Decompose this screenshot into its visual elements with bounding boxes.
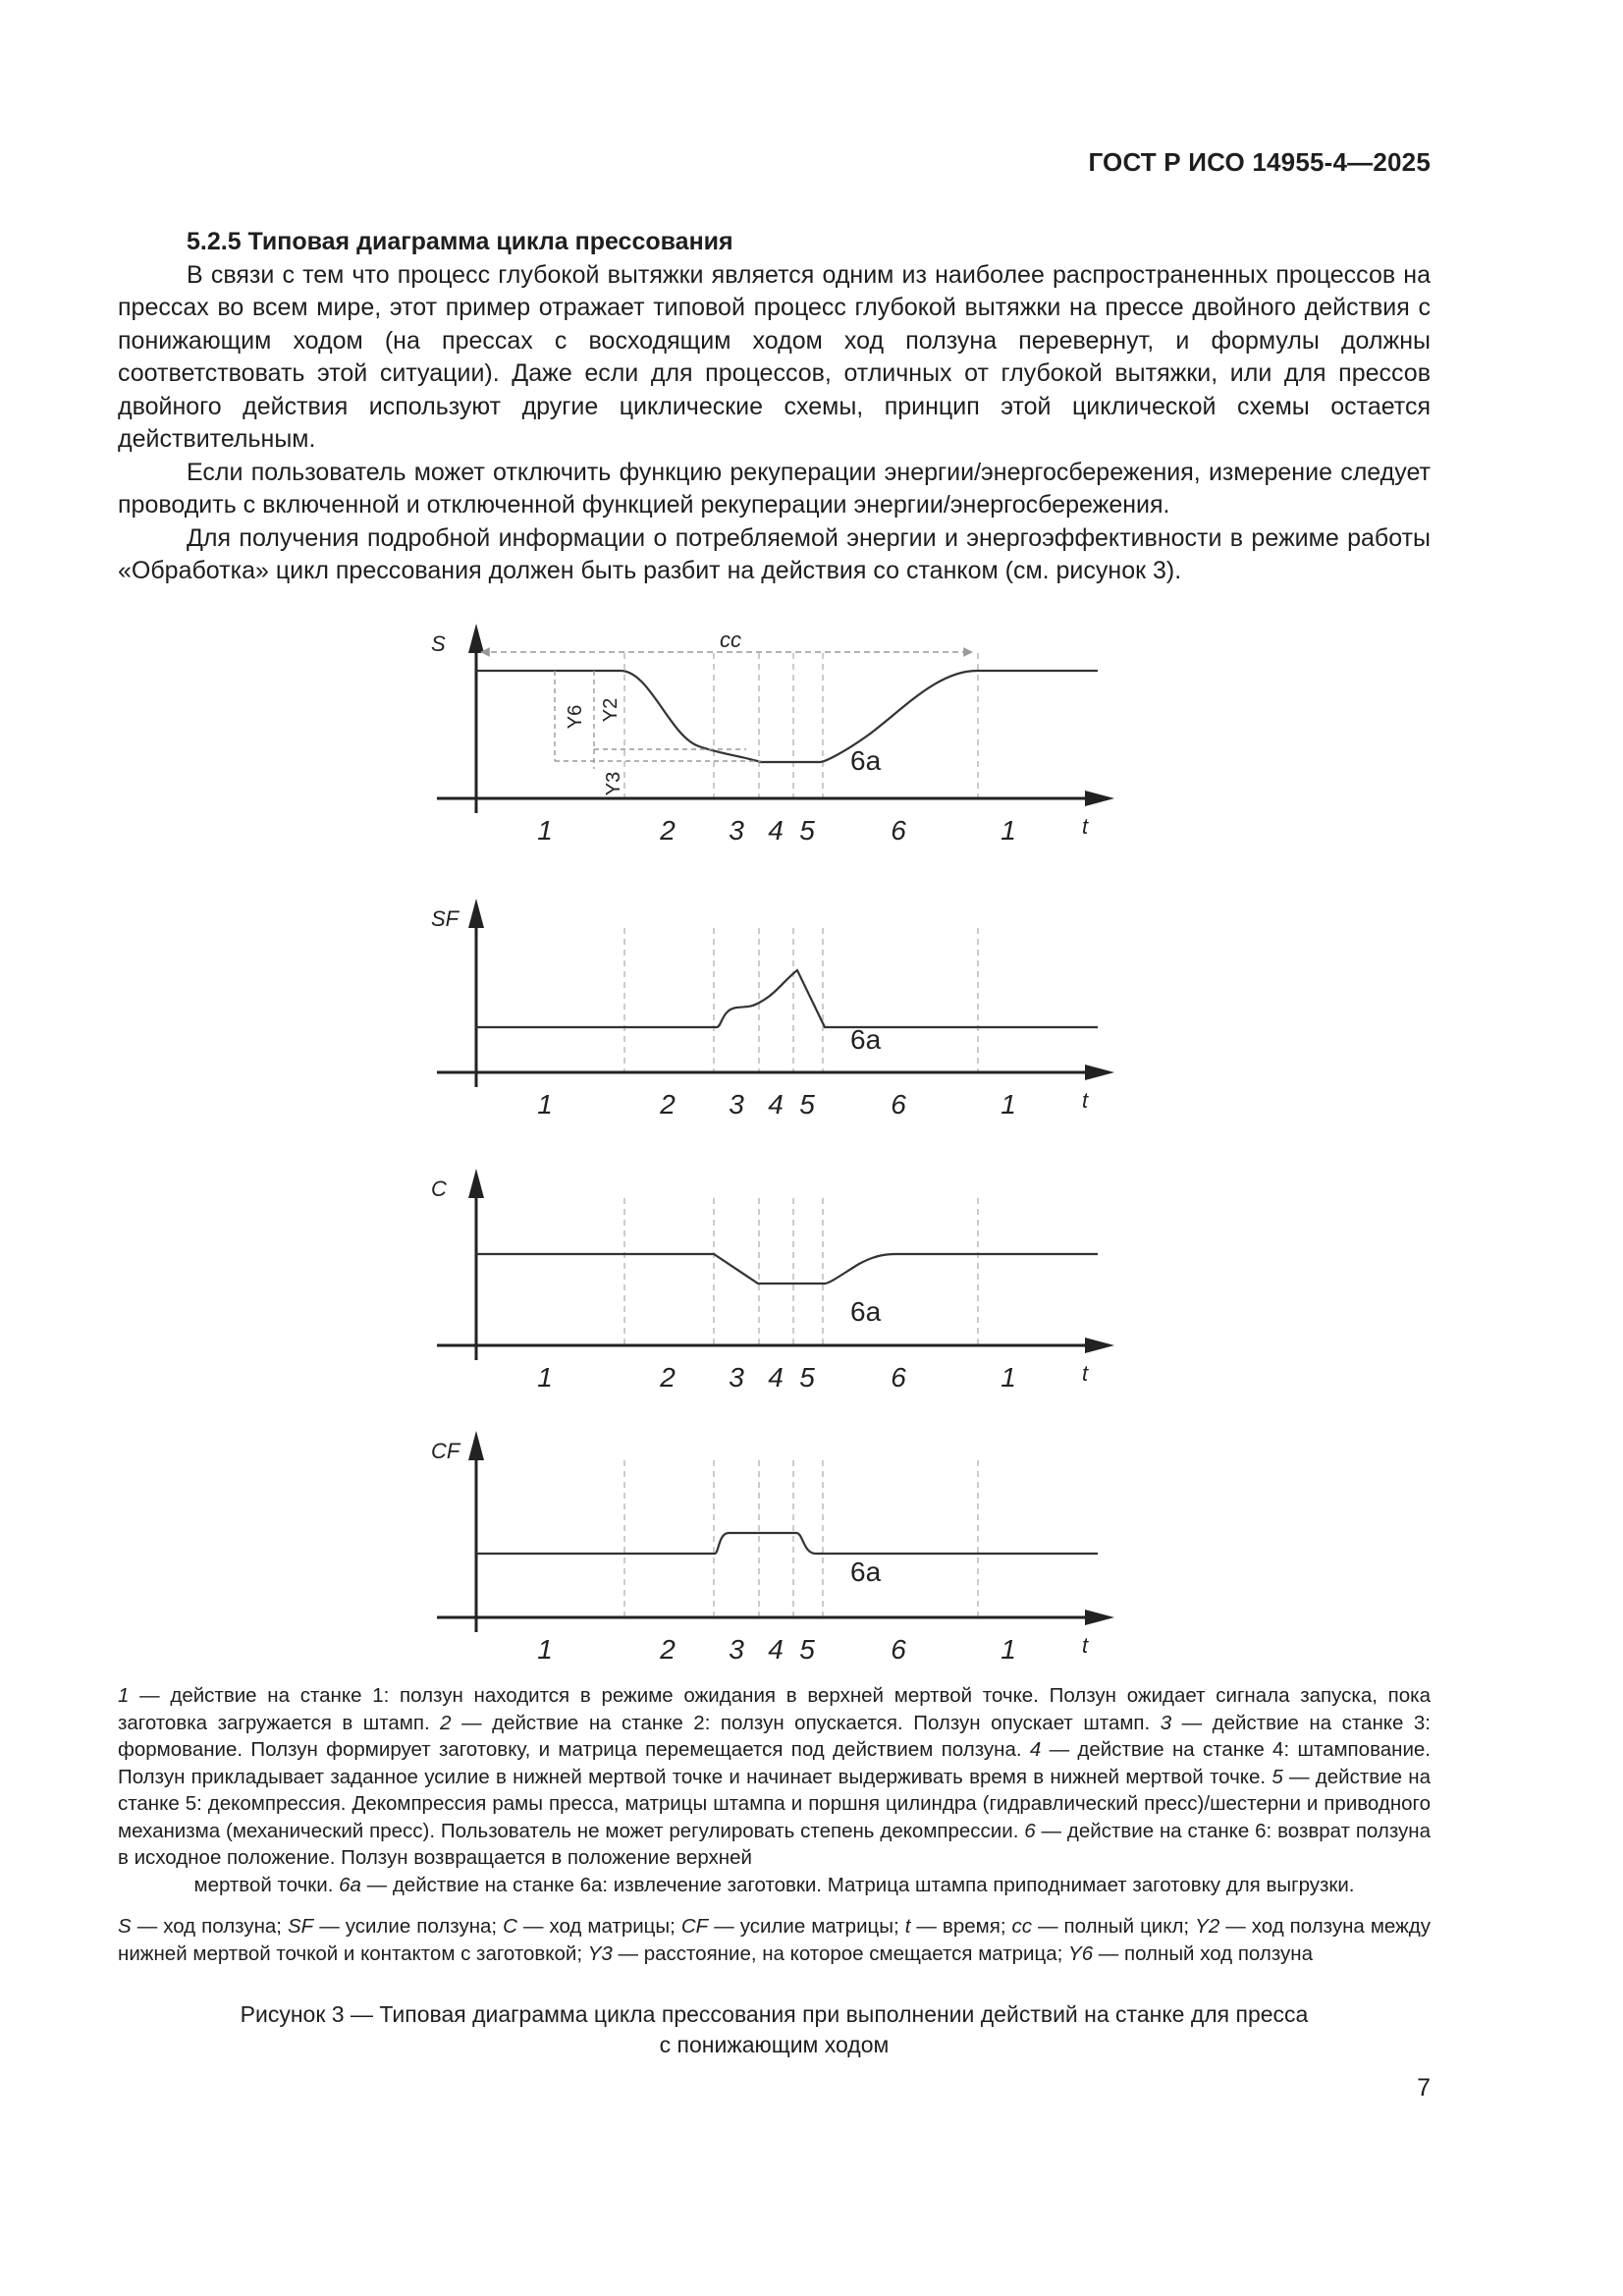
x-axis-arrowhead bbox=[1085, 1338, 1114, 1353]
section-5-2-5 bbox=[118, 226, 1431, 588]
legend-num: 1 bbox=[118, 1684, 130, 1707]
phase-label: 4 bbox=[768, 1362, 784, 1393]
abbreviations-legend bbox=[118, 1913, 1431, 1967]
paragraph-3: Для получения подробной информации о потребляемой энергии и энергоэффективности в режиме работы «Обработка» цикл прессования должен быть разбит на действия со станком (см. рисунок 3). bbox=[118, 523, 1431, 584]
paragraph-2: Если пользователь может отключить функцию рекуперации энергии/энергосбережения, измерение следует проводить с включенной и отключенной функцией рекуперации энергии/энергосбережения. bbox=[118, 458, 1431, 519]
abbr-text: — ход матрицы; bbox=[516, 1915, 681, 1938]
cc-label: cc bbox=[720, 628, 741, 652]
phase-label: 2 bbox=[660, 1362, 676, 1393]
y6-label: Y6 bbox=[565, 704, 586, 730]
phase-label: 1 bbox=[1001, 1634, 1016, 1665]
legend-last-line bbox=[118, 1872, 1431, 1899]
abbr-text: — полный ход ползуна bbox=[1093, 1941, 1313, 1965]
y-axis-label: CF bbox=[431, 1439, 460, 1463]
legend-text: — действие на станке 6а: извлечение заготовки. Матрица штампа приподнимает заготовку для выгрузки. bbox=[360, 1873, 1355, 1896]
abbr-symbol: CF bbox=[680, 1915, 709, 1938]
phase-label: 1 bbox=[537, 1089, 553, 1120]
action-6a-label: 6а bbox=[850, 1557, 882, 1587]
phase-label: 3 bbox=[729, 815, 744, 846]
phase-label: 5 bbox=[799, 1089, 815, 1120]
y-axis-arrowhead bbox=[468, 624, 484, 653]
phase-label: 2 bbox=[660, 815, 676, 846]
abbr-text: — ход ползуна; bbox=[131, 1915, 288, 1938]
phase-label: 1 bbox=[537, 1362, 553, 1393]
legend-num: 6 bbox=[1024, 1819, 1036, 1842]
abbr-symbol: C bbox=[503, 1915, 517, 1938]
abbr-text: — расстояние, на которое смещается матрица; bbox=[612, 1941, 1069, 1965]
legend-text: — действие на станке 1: ползун находится в режиме ожидания в верхней мертвой точке. Ползун ожидает сигнала запуска, пока заготовка загружается в штамп. bbox=[118, 1684, 1431, 1734]
abbr-symbol: SF bbox=[288, 1915, 314, 1938]
phase-label: 4 bbox=[768, 1089, 784, 1120]
abbr-symbol: cc bbox=[1011, 1915, 1033, 1938]
action-6a-label: 6а bbox=[850, 1024, 882, 1055]
phase-label: 6 bbox=[891, 1362, 906, 1393]
phase-label: 5 bbox=[799, 1634, 815, 1665]
legend-num: 4 bbox=[1029, 1738, 1042, 1761]
legend-num: 2 bbox=[440, 1711, 452, 1734]
legend-text: — действие на станке 4: штампование. Ползун прикладывает заданное усилие в нижней мертвой точке и начинает выдерживать время в нижней мертвой точке. bbox=[118, 1738, 1431, 1788]
legend-text: мертвой точки. bbox=[193, 1873, 340, 1896]
phase-label: 2 bbox=[660, 1634, 676, 1665]
t-axis-label: t bbox=[1082, 814, 1089, 839]
phase-label: 5 bbox=[799, 1362, 815, 1393]
y-axis-arrowhead bbox=[468, 899, 484, 928]
abbr-symbol: Y2 bbox=[1195, 1915, 1220, 1938]
caption-line-2: с понижающим ходом bbox=[659, 2032, 890, 2057]
phase-label: 1 bbox=[1001, 815, 1016, 846]
abbr-text: — усилие ползуна; bbox=[313, 1915, 504, 1938]
legend-text: — действие на станке 2: ползун опускается. Ползун опускает штамп. bbox=[451, 1711, 1161, 1734]
cycle-curve bbox=[476, 1533, 1098, 1554]
abbr-text: — полный цикл; bbox=[1032, 1915, 1196, 1938]
t-axis-label: t bbox=[1082, 1088, 1089, 1113]
abbr-symbol: S bbox=[118, 1915, 132, 1938]
t-axis-label: t bbox=[1082, 1361, 1089, 1386]
document-header: ГОСТ Р ИСО 14955-4—2025 bbox=[1088, 147, 1431, 177]
x-axis-arrowhead bbox=[1085, 1065, 1114, 1080]
action-6a-label: 6а bbox=[850, 745, 882, 776]
abbreviations-text bbox=[118, 1913, 1431, 1967]
cycle-curve bbox=[476, 1254, 1098, 1284]
y2-label: Y2 bbox=[600, 697, 622, 723]
phase-label: 4 bbox=[768, 1634, 784, 1665]
phase-label: 6 bbox=[891, 1089, 906, 1120]
section-title: 5.2.5 Типовая диаграмма цикла прессования bbox=[187, 228, 733, 255]
legend-num: 6а bbox=[339, 1873, 361, 1896]
legend-text: — действие на станке 5: декомпрессия. Декомпрессия рамы пресса, матрицы штампа и поршня цилиндра (гидравлический пресс)/шестерни и приводного механизма (механический пресс). Пользователь не может регулировать степень декомпрессии. bbox=[118, 1765, 1431, 1842]
abbr-symbol: t bbox=[904, 1915, 911, 1938]
caption-line-1: Рисунок 3 — Типовая диаграмма цикла прессования при выполнении действий на станке для пресса bbox=[240, 2001, 1309, 2027]
phase-label: 2 bbox=[660, 1089, 676, 1120]
paragraph-1: В связи с тем что процесс глубокой вытяжки является одним из наиболее распространенных процессов на прессах во всем мире, этот пример отражает типовой процесс глубокой вытяжки на прессе двойного действия с понижающим ходом (на прессах с восходящим ходом ход ползуна перевернут, и формулы должны соответствовать этой ситуации). Даже если для процессов, отличных от глубокой вытяжки, или для прессов двойного действия используют другие циклические схемы, принцип этой циклической схемы остается действительным. bbox=[118, 260, 1431, 453]
x-axis-arrowhead bbox=[1085, 1610, 1114, 1625]
y-axis-label: C bbox=[431, 1176, 447, 1201]
figure-legend bbox=[118, 1682, 1431, 1898]
legend-num: 3 bbox=[1160, 1711, 1172, 1734]
cycle-curve bbox=[476, 970, 1098, 1027]
abbr-text: — усилие матрицы; bbox=[708, 1915, 905, 1938]
legend-actions bbox=[118, 1682, 1431, 1872]
page-number: 7 bbox=[1417, 2074, 1431, 2102]
y-axis-arrowhead bbox=[468, 1169, 484, 1198]
phase-label: 6 bbox=[891, 1634, 906, 1665]
legend-num: 5 bbox=[1271, 1765, 1283, 1788]
y3-label: Y3 bbox=[603, 771, 624, 796]
legend-text: — действие на станке 3: формование. Ползун формирует заготовку, и матрица перемещается под действием ползуна. bbox=[118, 1711, 1431, 1761]
phase-label: 1 bbox=[1001, 1362, 1016, 1393]
y-axis-arrowhead bbox=[468, 1431, 484, 1460]
y-axis-label: SF bbox=[431, 906, 460, 931]
y-axis-label: S bbox=[431, 631, 446, 656]
x-axis-arrowhead bbox=[1085, 791, 1114, 806]
phase-label: 1 bbox=[537, 1634, 553, 1665]
phase-label: 1 bbox=[537, 815, 553, 846]
t-axis-label: t bbox=[1082, 1633, 1089, 1658]
phase-label: 3 bbox=[729, 1362, 744, 1393]
abbr-symbol: Y3 bbox=[587, 1941, 613, 1965]
phase-label: 4 bbox=[768, 815, 784, 846]
phase-label: 3 bbox=[729, 1089, 744, 1120]
abbr-symbol: Y6 bbox=[1068, 1941, 1094, 1965]
phase-label: 6 bbox=[891, 815, 906, 846]
abbr-text: — ход ползуна между нижней мертвой точкой и контактом с заготовкой; bbox=[118, 1915, 1432, 1965]
abbr-text: — время; bbox=[910, 1915, 1012, 1938]
legend-text: — действие на станке 6: возврат ползуна в исходное положение. Ползун возвращается в положение верхней bbox=[118, 1819, 1431, 1869]
press-cycle-diagrams bbox=[0, 609, 1623, 1679]
figure-3-press-cycle-diagram bbox=[0, 609, 1623, 1679]
phase-label: 1 bbox=[1001, 1089, 1016, 1120]
phase-label: 3 bbox=[729, 1634, 744, 1665]
phase-label: 5 bbox=[799, 815, 815, 846]
figure-caption bbox=[118, 1999, 1431, 2060]
action-6a-label: 6а bbox=[850, 1296, 882, 1327]
